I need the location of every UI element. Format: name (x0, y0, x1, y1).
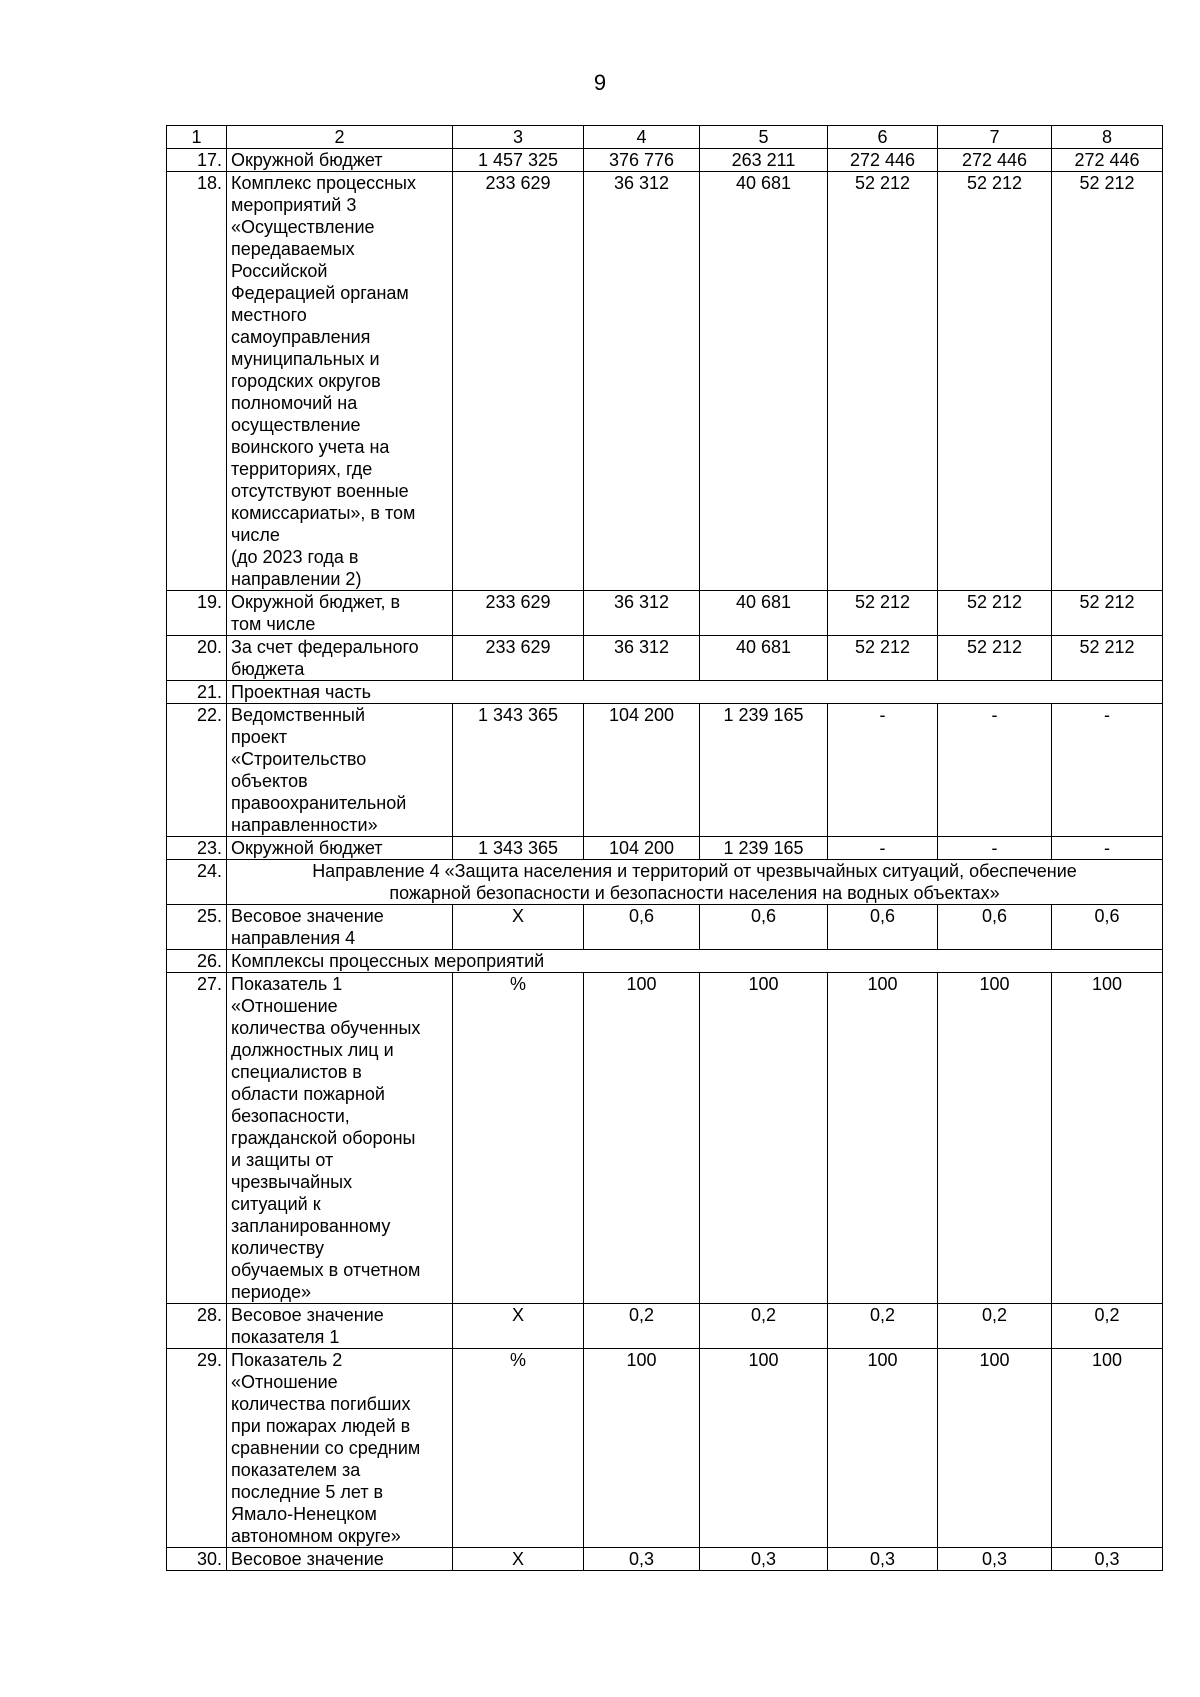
value-cell: 1 343 365 (453, 837, 584, 860)
value-cell: 36 312 (584, 591, 700, 636)
value-cell: % (453, 1349, 584, 1548)
value-cell: 272 446 (828, 149, 938, 172)
value-cell: 100 (1052, 1349, 1163, 1548)
value-cell: 376 776 (584, 149, 700, 172)
table-row (167, 681, 1163, 704)
row-number: 26. (167, 950, 227, 973)
row-number: 17. (167, 149, 227, 172)
value-cell: 52 212 (938, 172, 1052, 591)
value-cell: 0,6 (1052, 905, 1163, 950)
value-cell: 100 (938, 973, 1052, 1304)
header-cell: 5 (700, 126, 828, 149)
row-name (227, 905, 453, 950)
value-cell: 0,2 (700, 1304, 828, 1349)
section-heading (227, 860, 1163, 905)
value-cell: 52 212 (1052, 172, 1163, 591)
value-cell: 52 212 (828, 172, 938, 591)
value-cell: 233 629 (453, 636, 584, 681)
table-row (167, 860, 1163, 905)
row-name-text: Окружной бюджет (231, 150, 383, 170)
row-name (227, 1349, 453, 1548)
row-number: 25. (167, 905, 227, 950)
value-cell: 272 446 (938, 149, 1052, 172)
row-name (227, 636, 453, 681)
table-header-row (167, 126, 1163, 149)
value-cell: 52 212 (828, 591, 938, 636)
table-row (167, 837, 1163, 860)
value-cell: 1 457 325 (453, 149, 584, 172)
value-cell: 52 212 (938, 591, 1052, 636)
row-name-text: Показатель 2 «Отношение количества погибших при пожарах людей в сравнении со средним показателем за последние 5 лет в Ямало-Ненецком автономном округе» (231, 1350, 421, 1546)
value-cell: Х (453, 1304, 584, 1349)
row-name (227, 1548, 453, 1571)
row-number: 21. (167, 681, 227, 704)
header-cell: 7 (938, 126, 1052, 149)
table-row (167, 905, 1163, 950)
value-cell: 0,2 (1052, 1304, 1163, 1349)
row-name-text: Весовое значение (231, 1549, 384, 1569)
value-cell: 100 (700, 973, 828, 1304)
value-cell: 0,6 (828, 905, 938, 950)
value-cell: 36 312 (584, 636, 700, 681)
value-cell: 40 681 (700, 591, 828, 636)
table-row (167, 1304, 1163, 1349)
value-cell: 100 (584, 1349, 700, 1548)
row-number: 24. (167, 860, 227, 905)
value-cell: 1 343 365 (453, 704, 584, 837)
value-cell: 272 446 (1052, 149, 1163, 172)
value-cell: 52 212 (828, 636, 938, 681)
row-name (227, 172, 453, 591)
value-cell: 0,3 (828, 1548, 938, 1571)
value-cell: - (828, 837, 938, 860)
header-cell: 2 (227, 126, 453, 149)
value-cell: 0,3 (938, 1548, 1052, 1571)
row-number: 22. (167, 704, 227, 837)
table-row (167, 950, 1163, 973)
value-cell: 1 239 165 (700, 704, 828, 837)
table-row (167, 973, 1163, 1304)
row-name (227, 1304, 453, 1349)
row-number: 28. (167, 1304, 227, 1349)
row-name (227, 704, 453, 837)
value-cell: 0,2 (828, 1304, 938, 1349)
row-number: 18. (167, 172, 227, 591)
value-cell: - (828, 704, 938, 837)
section-text: Комплексы процессных мероприятий (231, 951, 545, 971)
table-row (167, 172, 1163, 591)
row-name-text: За счет федерального бюджета (231, 637, 419, 679)
header-cell: 1 (167, 126, 227, 149)
value-cell: 0,6 (938, 905, 1052, 950)
value-cell: Х (453, 1548, 584, 1571)
value-cell: 233 629 (453, 172, 584, 591)
row-name (227, 591, 453, 636)
value-cell: 100 (700, 1349, 828, 1548)
section-text: Проектная часть (231, 682, 372, 702)
header-cell: 4 (584, 126, 700, 149)
value-cell: 52 212 (1052, 591, 1163, 636)
value-cell: 1 239 165 (700, 837, 828, 860)
value-cell: 0,3 (584, 1548, 700, 1571)
row-number: 23. (167, 837, 227, 860)
value-cell: 100 (1052, 973, 1163, 1304)
section-label (227, 950, 1163, 973)
row-number: 20. (167, 636, 227, 681)
section-text: Направление 4 «Защита населения и территорий от чрезвычайных ситуаций, обеспечение пожарной безопасности и безопасности населения на водных объектах» (312, 861, 1077, 903)
value-cell: 0,3 (1052, 1548, 1163, 1571)
budget-table (166, 125, 1163, 1571)
value-cell: 100 (584, 973, 700, 1304)
row-number: 29. (167, 1349, 227, 1548)
row-number: 30. (167, 1548, 227, 1571)
value-cell: 263 211 (700, 149, 828, 172)
value-cell: - (938, 704, 1052, 837)
value-cell: 0,2 (584, 1304, 700, 1349)
value-cell: 100 (938, 1349, 1052, 1548)
value-cell: - (938, 837, 1052, 860)
header-cell: 8 (1052, 126, 1163, 149)
row-name-text: Окружной бюджет (231, 838, 383, 858)
value-cell: 0,2 (938, 1304, 1052, 1349)
value-cell: 40 681 (700, 172, 828, 591)
row-name-text: Окружной бюджет, в том числе (231, 592, 401, 634)
row-name-text: Весовое значение показателя 1 (231, 1305, 384, 1347)
value-cell: 233 629 (453, 591, 584, 636)
table-row (167, 704, 1163, 837)
table-row (167, 636, 1163, 681)
table-row (167, 591, 1163, 636)
header-cell: 3 (453, 126, 584, 149)
row-name-text: Комплекс процессных мероприятий 3 «Осуществление передаваемых Российской Федерацией органам местного самоуправления муниципальных и городских округов полномочий на осуществление воинского учета на территориях, где отсутствуют военные комиссариаты», в том числе (до 2023 года в направлении 2) (231, 173, 416, 589)
row-name (227, 837, 453, 860)
row-name-text: Весовое значение направления 4 (231, 906, 384, 948)
value-cell: 100 (828, 1349, 938, 1548)
row-name-text: Ведомственный проект «Строительство объектов правоохранительной направленности» (231, 705, 407, 835)
table-row (167, 1349, 1163, 1548)
value-cell: 104 200 (584, 704, 700, 837)
row-number: 19. (167, 591, 227, 636)
row-name (227, 149, 453, 172)
row-number: 27. (167, 973, 227, 1304)
row-name (227, 973, 453, 1304)
row-name-text: Показатель 1 «Отношение количества обученных должностных лиц и специалистов в области пожарной безопасности, гражданской обороны и защиты от чрезвычайных ситуаций к запланированному количеству обучаемых в отчетном периоде» (231, 974, 421, 1302)
value-cell: Х (453, 905, 584, 950)
page-number: 9 (593, 70, 607, 95)
value-cell: 0,6 (700, 905, 828, 950)
value-cell: 36 312 (584, 172, 700, 591)
value-cell: 104 200 (584, 837, 700, 860)
value-cell: 100 (828, 973, 938, 1304)
section-label (227, 681, 1163, 704)
header-cell: 6 (828, 126, 938, 149)
table-row (167, 1548, 1163, 1571)
value-cell: - (1052, 837, 1163, 860)
value-cell: 52 212 (1052, 636, 1163, 681)
value-cell: 0,3 (700, 1548, 828, 1571)
value-cell: 40 681 (700, 636, 828, 681)
table-row (167, 149, 1163, 172)
value-cell: 0,6 (584, 905, 700, 950)
value-cell: 52 212 (938, 636, 1052, 681)
value-cell: % (453, 973, 584, 1304)
value-cell: - (1052, 704, 1163, 837)
